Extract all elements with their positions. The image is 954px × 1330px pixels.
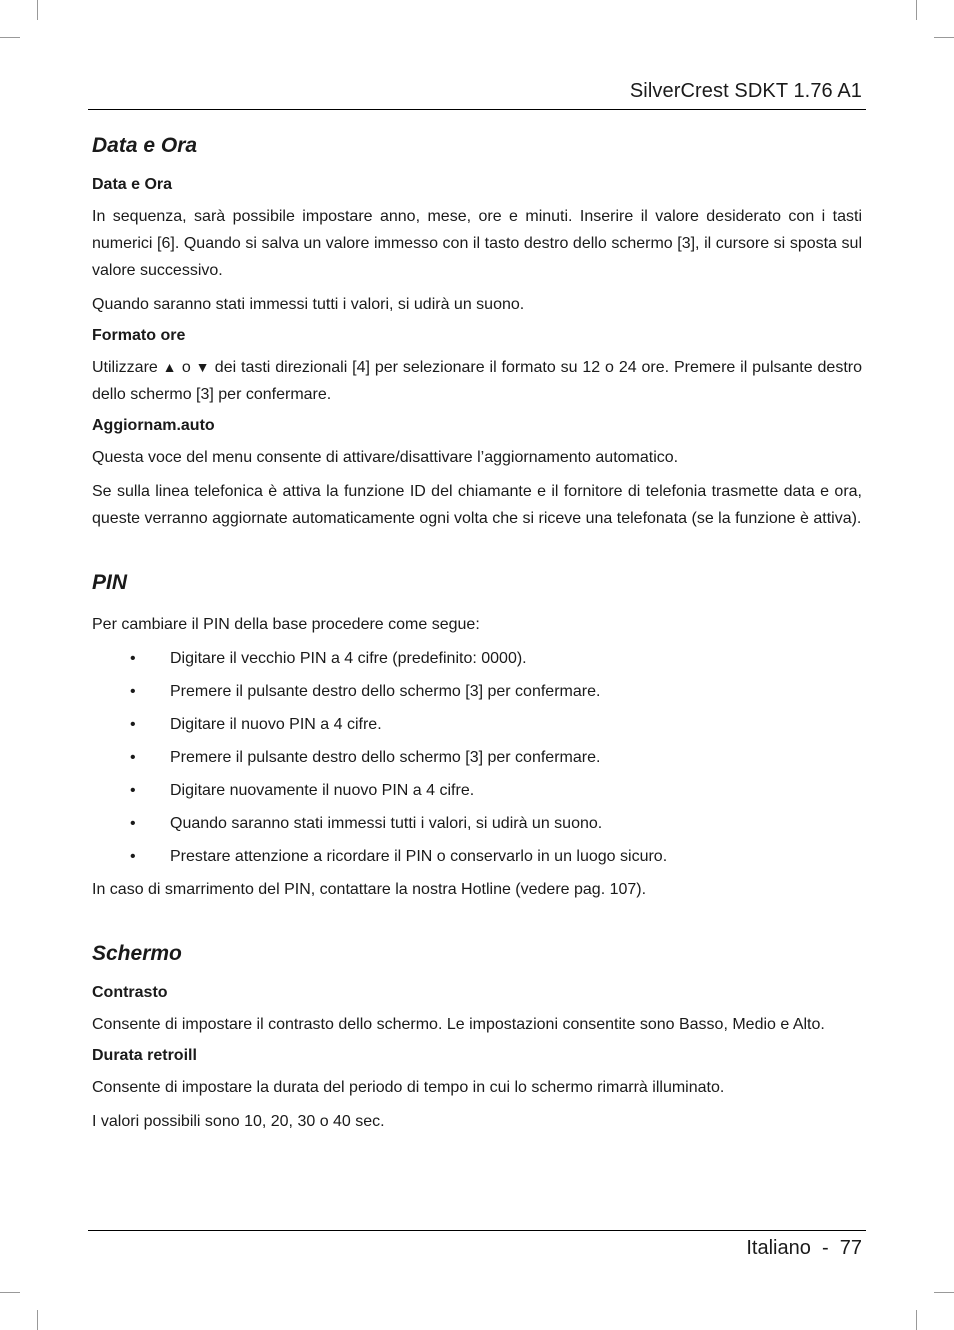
crop-mark	[934, 1292, 954, 1293]
paragraph-formato-ore	[92, 354, 862, 408]
subheading-formato-ore: Formato ore	[92, 327, 186, 344]
page-header	[88, 78, 866, 110]
list-item-text: Digitare nuovamente il nuovo PIN a 4 cifre.	[170, 782, 475, 799]
crop-mark	[916, 0, 917, 20]
text: dei tasti direzionali [4] per selezionare il formato su 12 o 24 ore. Premere il pulsante destro dello schermo [3] per confermare.	[92, 359, 862, 403]
list-item-text: Prestare attenzione a ricordare il PIN o conservarlo in un luogo sicuro.	[170, 848, 668, 865]
list-item	[92, 678, 862, 705]
arrow-down-icon: ▼	[195, 359, 210, 375]
paragraph: Consente di impostare la durata del periodo di tempo in cui lo schermo rimarrà illuminato.	[92, 1079, 725, 1096]
paragraph: Quando saranno stati immessi tutti i valori, si udirà un suono.	[92, 296, 525, 313]
list-item-text: Premere il pulsante destro dello schermo [3] per confermare.	[170, 749, 601, 766]
paragraph: In caso di smarrimento del PIN, contattare la nostra Hotline (vedere pag. 107).	[92, 881, 647, 898]
paragraph: Per cambiare il PIN della base procedere come segue:	[92, 616, 480, 633]
section-heading-data-ora: Data e Ora	[92, 134, 198, 157]
page-content	[92, 132, 862, 1142]
crop-mark	[37, 1310, 38, 1330]
footer-page-number: Italiano - 77	[746, 1237, 862, 1259]
paragraph: I valori possibili sono 10, 20, 30 o 40 sec.	[92, 1113, 385, 1130]
page-footer	[88, 1230, 866, 1259]
arrow-up-icon: ▲	[162, 359, 177, 375]
list-item	[92, 711, 862, 738]
text: Utilizzare	[92, 359, 158, 376]
subheading-data-ora: Data e Ora	[92, 176, 173, 193]
paragraph: Consente di impostare il contrasto dello schermo. Le impostazioni consentite sono Basso, Medio e Alto.	[92, 1016, 825, 1033]
list-item	[92, 777, 862, 804]
bullet: •	[130, 815, 136, 832]
list-item-text: Quando saranno stati immessi tutti i valori, si udirà un suono.	[170, 815, 603, 832]
bullet: •	[130, 782, 136, 799]
bullet: •	[130, 683, 136, 700]
subheading-aggiornam-auto: Aggiornam.auto	[92, 417, 215, 434]
list-item-text: Digitare il nuovo PIN a 4 cifre.	[170, 716, 382, 733]
list-item-text: Premere il pulsante destro dello schermo [3] per confermare.	[170, 683, 601, 700]
list-item	[92, 810, 862, 837]
crop-mark	[0, 37, 20, 38]
crop-mark	[934, 37, 954, 38]
list-item	[92, 744, 862, 771]
pin-steps-list	[92, 645, 862, 870]
text: o	[181, 359, 191, 376]
bullet: •	[130, 650, 136, 667]
paragraph: In sequenza, sarà possibile impostare anno, mese, ore e minuti. Inserire il valore desiderato con i tasti numerici [6]. Quando si salva un valore immesso con il tasto destro dello schermo [3], il cursore si sposta sul valore successivo.	[92, 208, 862, 279]
crop-mark	[0, 1292, 20, 1293]
subheading-contrasto: Contrasto	[92, 984, 168, 1001]
list-item-text: Digitare il vecchio PIN a 4 cifre (predefinito: 0000).	[170, 650, 527, 667]
crop-mark	[916, 1310, 917, 1330]
section-heading-schermo: Schermo	[92, 942, 182, 965]
bullet: •	[130, 716, 136, 733]
bullet: •	[130, 848, 136, 865]
crop-mark	[37, 0, 38, 20]
subheading-durata-retroill: Durata retroill	[92, 1047, 197, 1064]
bullet: •	[130, 749, 136, 766]
paragraph: Questa voce del menu consente di attivare/disattivare l’aggiornamento automatico.	[92, 449, 679, 466]
list-item	[92, 645, 862, 672]
paragraph: Se sulla linea telefonica è attiva la funzione ID del chiamante e il fornitore di telefonia trasmette data e ora, queste verranno aggiornate automaticamente ogni volta che si riceve una telefonata (se la funzione è attiva).	[92, 483, 862, 527]
header-title: SilverCrest SDKT 1.76 A1	[629, 80, 862, 102]
section-heading-pin: PIN	[92, 571, 128, 594]
list-item	[92, 843, 862, 870]
